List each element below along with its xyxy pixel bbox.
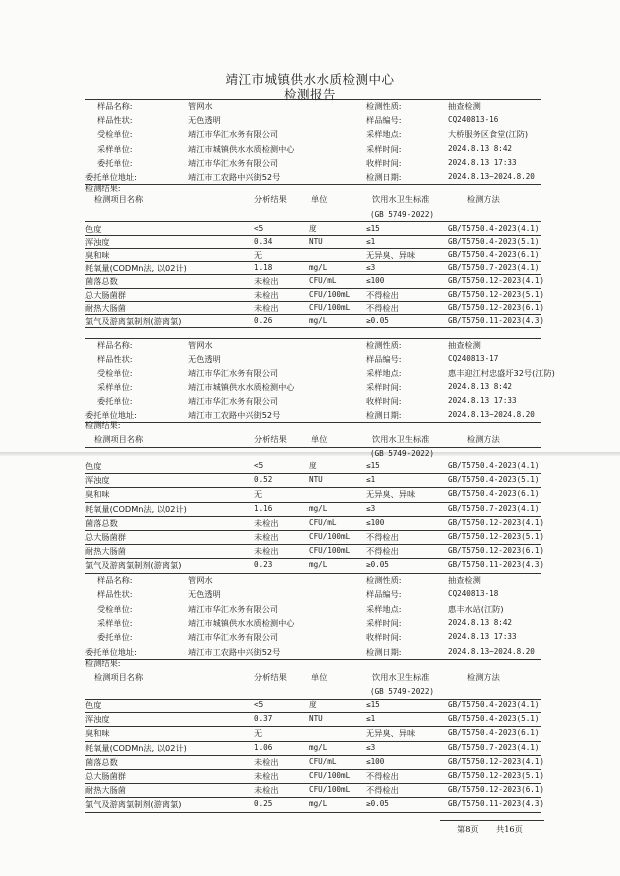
report-top-rule bbox=[85, 99, 541, 100]
result-row-rule bbox=[85, 558, 541, 559]
receiving-unit-value: 靖江市华汇水务有限公司 bbox=[188, 368, 279, 378]
result-method: GB/T5750.4-2023(5.1) bbox=[448, 475, 540, 485]
sample-name-value: 管网水 bbox=[188, 575, 213, 585]
result-unit: CFU/100mL bbox=[309, 771, 351, 780]
result-method: GB/T5750.12-2023(6.1) bbox=[448, 785, 545, 795]
entrusting-address-label: 委托单位地址: bbox=[85, 410, 137, 420]
result-method: GB/T5750.12-2023(5.1) bbox=[448, 771, 545, 780]
entrusting-address-value: 靖江市工农路中兴街52号 bbox=[188, 410, 281, 420]
result-item-name: 耐热大肠菌 bbox=[85, 302, 126, 313]
result-row-rule bbox=[85, 288, 541, 289]
result-value: 无 bbox=[254, 728, 263, 739]
result-item-name: 总大肠菌群 bbox=[85, 289, 126, 300]
col-result-header: 分析结果 bbox=[254, 194, 287, 204]
entrusting-address-label: 委托单位地址: bbox=[85, 646, 137, 657]
result-standard: ≤3 bbox=[366, 263, 376, 273]
footer-rule bbox=[440, 820, 544, 821]
result-standard: ≤3 bbox=[366, 742, 376, 752]
result-row-rule bbox=[85, 327, 541, 328]
result-unit: CFU/100mL bbox=[309, 546, 351, 556]
result-value: 无 bbox=[254, 489, 263, 500]
result-item-name: 臭和味 bbox=[85, 489, 110, 500]
receiving-unit-label: 受检单位: bbox=[97, 129, 133, 140]
sample-name-value: 管网水 bbox=[188, 340, 213, 350]
sampling-time-value: 2024.8.13 8:42 bbox=[448, 617, 513, 627]
result-standard: ≤15 bbox=[366, 224, 380, 233]
result-item-name: 色度 bbox=[85, 700, 102, 710]
result-unit: mg/L bbox=[309, 742, 328, 752]
result-item-name: 耗氧量(CODMn法, 以02计) bbox=[85, 503, 187, 514]
col-unit-header: 单位 bbox=[311, 194, 328, 204]
result-standard: ≤1 bbox=[366, 475, 376, 485]
result-method: GB/T5750.4-2023(4.1) bbox=[448, 700, 540, 709]
receiving-unit-value: 靖江市华汇水务有限公司 bbox=[188, 603, 279, 614]
result-standard: ≤3 bbox=[366, 503, 376, 513]
test-nature-label: 检测性质: bbox=[366, 101, 402, 111]
sample-number-label: 样品编号: bbox=[366, 354, 402, 364]
sampling-unit-value: 靖江市城镇供水水质检测中心 bbox=[188, 382, 295, 392]
sampling-time-label: 采样时间: bbox=[366, 382, 402, 392]
result-standard: 不得检出 bbox=[366, 289, 399, 300]
result-standard: 不得检出 bbox=[366, 532, 399, 542]
result-row-rule bbox=[85, 712, 541, 713]
sample-name-label: 样品名称: bbox=[97, 340, 133, 350]
result-row-rule bbox=[85, 544, 541, 545]
result-row-rule bbox=[85, 741, 541, 742]
result-row-rule bbox=[85, 812, 541, 813]
result-unit: CFU/mL bbox=[309, 517, 337, 527]
col-standard-header: 饮用水卫生标准 bbox=[372, 434, 430, 444]
result-method: GB/T5750.12-2023(5.1) bbox=[448, 532, 545, 541]
result-unit: CFU/100mL bbox=[309, 302, 351, 312]
entrusting-address-label: 委托单位地址: bbox=[85, 172, 137, 182]
result-unit: NTU bbox=[309, 475, 323, 485]
column-header-rule bbox=[85, 447, 541, 448]
result-row-rule bbox=[85, 755, 541, 756]
entrusting-unit-label: 委托单位: bbox=[97, 157, 133, 168]
result-value: 0.34 bbox=[254, 237, 273, 247]
result-method: GB/T5750.7-2023(4.1) bbox=[448, 503, 540, 513]
col-standard-ref-header: (GB 5749-2022) bbox=[370, 449, 435, 458]
result-method: GB/T5750.12-2023(4.1) bbox=[448, 756, 545, 766]
result-row-rule bbox=[85, 473, 541, 474]
entrusting-unit-value: 靖江市华汇水务有限公司 bbox=[188, 157, 279, 168]
sample-number-value: CQ240813-16 bbox=[448, 115, 499, 125]
result-method: GB/T5750.7-2023(4.1) bbox=[448, 263, 540, 273]
result-item-name: 氯气及游离氯制剂(游离氯) bbox=[85, 315, 182, 326]
result-item-name: 耗氧量(CODMn法, 以02计) bbox=[85, 742, 187, 753]
test-nature-value: 抽查检测 bbox=[448, 101, 481, 111]
result-value: 未检出 bbox=[254, 289, 279, 300]
result-unit: CFU/mL bbox=[309, 276, 337, 286]
result-value: 未检出 bbox=[254, 756, 279, 767]
entrusting-unit-value: 靖江市华汇水务有限公司 bbox=[188, 632, 279, 643]
result-row-rule bbox=[85, 261, 541, 262]
sampling-location-label: 采样地点: bbox=[366, 129, 402, 140]
header-bottom-rule bbox=[85, 422, 541, 423]
test-date-value: 2024.8.13~2024.8.20 bbox=[448, 410, 535, 419]
test-date-label: 检测日期: bbox=[366, 172, 402, 182]
result-standard: ≤15 bbox=[366, 461, 380, 470]
result-item-name: 氯气及游离氯制剂(游离氯) bbox=[85, 560, 182, 571]
result-row-rule bbox=[85, 248, 541, 249]
result-row-rule bbox=[85, 769, 541, 770]
result-unit: 度 bbox=[309, 461, 317, 470]
sample-property-label: 样品性状: bbox=[97, 589, 133, 600]
result-standard: ≤100 bbox=[366, 517, 385, 527]
result-value: 无 bbox=[254, 250, 263, 261]
result-standard: 不得检出 bbox=[366, 302, 399, 313]
result-item-name: 浑浊度 bbox=[85, 714, 110, 725]
result-standard: ≤1 bbox=[366, 237, 376, 247]
result-method: GB/T5750.12-2023(5.1) bbox=[448, 289, 545, 299]
result-value: 0.23 bbox=[254, 560, 273, 570]
receipt-time-value: 2024.8.13 17:33 bbox=[448, 632, 517, 642]
result-method: GB/T5750.4-2023(6.1) bbox=[448, 250, 540, 260]
receipt-time-label: 收样时间: bbox=[366, 632, 402, 643]
result-item-name: 耗氧量(CODMn法, 以02计) bbox=[85, 263, 187, 274]
result-value: <5 bbox=[254, 700, 264, 709]
page-total: 共16页 bbox=[496, 824, 523, 834]
entrusting-unit-label: 委托单位: bbox=[97, 632, 133, 643]
col-standard-ref-header: (GB 5749-2022) bbox=[370, 210, 435, 219]
result-value: 未检出 bbox=[254, 302, 279, 313]
result-item-name: 总大肠菌群 bbox=[85, 771, 126, 781]
result-method: GB/T5750.7-2023(4.1) bbox=[448, 742, 540, 752]
page-number: 第8页 bbox=[457, 824, 479, 834]
result-method: GB/T5750.11-2023(4.3) bbox=[448, 315, 545, 325]
result-value: 0.52 bbox=[254, 475, 273, 485]
result-unit: CFU/mL bbox=[309, 756, 337, 766]
test-date-value: 2024.8.13~2024.8.20 bbox=[448, 172, 535, 181]
result-standard: ≤1 bbox=[366, 714, 376, 724]
result-item-name: 臭和味 bbox=[85, 728, 110, 739]
results-heading: 检测结果: bbox=[85, 658, 121, 668]
sampling-unit-label: 采样单位: bbox=[97, 617, 133, 628]
result-value: 1.16 bbox=[254, 503, 273, 513]
results-heading: 检测结果: bbox=[85, 183, 121, 193]
result-method: GB/T5750.12-2023(6.1) bbox=[448, 302, 545, 312]
result-standard: 无异臭、异味 bbox=[366, 728, 416, 739]
sampling-time-value: 2024.8.13 8:42 bbox=[448, 143, 513, 153]
col-standard-header: 饮用水卫生标准 bbox=[372, 194, 430, 204]
test-date-label: 检测日期: bbox=[366, 410, 402, 420]
result-value: 未检出 bbox=[254, 771, 279, 781]
result-item-name: 色度 bbox=[85, 224, 102, 234]
result-method: GB/T5750.4-2023(5.1) bbox=[448, 237, 540, 247]
result-value: 1.06 bbox=[254, 742, 273, 752]
result-item-name: 菌落总数 bbox=[85, 756, 118, 767]
header-bottom-rule bbox=[85, 659, 541, 660]
col-standard-header: 饮用水卫生标准 bbox=[372, 672, 430, 682]
result-value: 未检出 bbox=[254, 785, 279, 796]
test-nature-value: 抽查检测 bbox=[448, 340, 481, 350]
result-standard: ≤15 bbox=[366, 700, 380, 709]
result-method: GB/T5750.4-2023(6.1) bbox=[448, 728, 540, 738]
result-value: 1.18 bbox=[254, 263, 273, 273]
header-bottom-rule bbox=[85, 184, 541, 185]
result-unit: mg/L bbox=[309, 315, 328, 325]
result-standard: ≤100 bbox=[366, 276, 385, 286]
result-row-rule bbox=[85, 314, 541, 315]
result-row-rule bbox=[85, 726, 541, 727]
result-unit: 度 bbox=[309, 700, 317, 709]
result-unit: 度 bbox=[309, 224, 317, 233]
result-unit: NTU bbox=[309, 714, 323, 724]
result-method: GB/T5750.12-2023(6.1) bbox=[448, 546, 545, 556]
result-standard: 无异臭、异味 bbox=[366, 250, 416, 261]
col-result-header: 分析结果 bbox=[254, 672, 287, 682]
col-result-header: 分析结果 bbox=[254, 434, 287, 444]
receiving-unit-label: 受检单位: bbox=[97, 368, 133, 378]
sampling-location-label: 采样地点: bbox=[366, 368, 402, 378]
result-value: 未检出 bbox=[254, 546, 279, 557]
col-item-header: 检测项目名称 bbox=[94, 672, 144, 682]
sampling-location-value: 大桥服务区食堂(江防) bbox=[448, 129, 529, 140]
result-unit: mg/L bbox=[309, 263, 328, 273]
entrusting-unit-value: 靖江市华汇水务有限公司 bbox=[188, 396, 279, 406]
col-item-header: 检测项目名称 bbox=[94, 194, 144, 204]
result-value: <5 bbox=[254, 224, 264, 233]
sampling-unit-value: 靖江市城镇供水水质检测中心 bbox=[188, 617, 295, 628]
result-row-rule bbox=[85, 516, 541, 517]
result-unit: mg/L bbox=[309, 799, 328, 809]
test-date-value: 2024.8.13~2024.8.20 bbox=[448, 646, 535, 656]
sample-property-value: 无色透明 bbox=[188, 354, 221, 364]
result-row-rule bbox=[85, 502, 541, 503]
report-top-rule bbox=[85, 573, 541, 574]
col-unit-header: 单位 bbox=[311, 672, 328, 682]
result-value: 0.25 bbox=[254, 799, 273, 809]
sampling-location-value: 惠丰迎江村忠盛圩32号(江防) bbox=[448, 368, 555, 378]
result-value: 未检出 bbox=[254, 532, 279, 542]
result-value: 未检出 bbox=[254, 517, 279, 528]
result-unit: CFU/100mL bbox=[309, 532, 351, 541]
result-item-name: 耐热大肠菌 bbox=[85, 785, 126, 796]
result-row-rule bbox=[85, 235, 541, 236]
sampling-time-label: 采样时间: bbox=[366, 143, 402, 154]
test-nature-label: 检测性质: bbox=[366, 575, 402, 585]
sampling-time-label: 采样时间: bbox=[366, 617, 402, 628]
sampling-unit-label: 采样单位: bbox=[97, 382, 133, 392]
receipt-time-value: 2024.8.13 17:33 bbox=[448, 157, 517, 167]
sampling-time-value: 2024.8.13 8:42 bbox=[448, 382, 513, 391]
col-method-header: 检测方法 bbox=[467, 194, 500, 204]
result-unit: NTU bbox=[309, 237, 323, 247]
result-item-name: 氯气及游离氯制剂(游离氯) bbox=[85, 799, 182, 810]
result-value: 未检出 bbox=[254, 276, 279, 287]
report-top-rule bbox=[85, 338, 541, 339]
results-heading: 检测结果: bbox=[85, 420, 121, 430]
result-method: GB/T5750.12-2023(4.1) bbox=[448, 517, 545, 527]
result-value: 0.26 bbox=[254, 315, 273, 325]
result-row-rule bbox=[85, 487, 541, 488]
sampling-location-label: 采样地点: bbox=[366, 603, 402, 614]
sample-property-label: 样品性状: bbox=[97, 354, 133, 364]
sample-number-label: 样品编号: bbox=[366, 589, 402, 600]
receiving-unit-label: 受检单位: bbox=[97, 603, 133, 614]
result-method: GB/T5750.11-2023(4.3) bbox=[448, 799, 545, 809]
result-row-rule bbox=[85, 274, 541, 275]
column-header-rule bbox=[85, 221, 541, 222]
result-item-name: 菌落总数 bbox=[85, 517, 118, 528]
sample-name-label: 样品名称: bbox=[97, 101, 133, 111]
result-item-name: 浑浊度 bbox=[85, 237, 110, 248]
result-method: GB/T5750.4-2023(6.1) bbox=[448, 489, 540, 499]
result-item-name: 菌落总数 bbox=[85, 276, 118, 287]
result-item-name: 耐热大肠菌 bbox=[85, 546, 126, 557]
result-unit: mg/L bbox=[309, 560, 328, 570]
receipt-time-label: 收样时间: bbox=[366, 396, 402, 406]
col-unit-header: 单位 bbox=[311, 434, 328, 444]
sample-name-label: 样品名称: bbox=[97, 575, 133, 585]
sample-name-value: 管网水 bbox=[188, 101, 213, 111]
result-method: GB/T5750.4-2023(4.1) bbox=[448, 461, 540, 470]
receiving-unit-value: 靖江市华汇水务有限公司 bbox=[188, 129, 279, 140]
col-standard-ref-header: (GB 5749-2022) bbox=[370, 687, 435, 696]
sample-property-value: 无色透明 bbox=[188, 589, 221, 600]
result-row-rule bbox=[85, 783, 541, 784]
test-nature-label: 检测性质: bbox=[366, 340, 402, 350]
result-item-name: 总大肠菌群 bbox=[85, 532, 126, 542]
result-row-rule bbox=[85, 530, 541, 531]
receipt-time-label: 收样时间: bbox=[366, 157, 402, 168]
result-row-rule bbox=[85, 301, 541, 302]
result-method: GB/T5750.4-2023(5.1) bbox=[448, 714, 540, 724]
col-item-header: 检测项目名称 bbox=[94, 434, 144, 444]
result-standard: 无异臭、异味 bbox=[366, 489, 416, 500]
report-subtitle: 检测报告 bbox=[283, 87, 336, 102]
entrusting-address-value: 靖江市工农路中兴街52号 bbox=[188, 646, 281, 657]
result-standard: ≤100 bbox=[366, 756, 385, 766]
result-row-rule bbox=[85, 797, 541, 798]
report-title: 靖江市城镇供水水质检测中心 bbox=[225, 72, 395, 87]
entrusting-address-value: 靖江市工农路中兴街52号 bbox=[188, 172, 281, 182]
result-standard: ≥0.05 bbox=[366, 560, 389, 570]
result-standard: ≥0.05 bbox=[366, 315, 389, 325]
result-method: GB/T5750.11-2023(4.3) bbox=[448, 560, 545, 570]
result-method: GB/T5750.12-2023(4.1) bbox=[448, 276, 545, 286]
sample-number-value: CQ240813-17 bbox=[448, 354, 499, 363]
sample-number-value: CQ240813-18 bbox=[448, 589, 499, 599]
result-item-name: 浑浊度 bbox=[85, 475, 110, 486]
result-standard: 不得检出 bbox=[366, 771, 399, 781]
result-method: GB/T5750.4-2023(4.1) bbox=[448, 224, 540, 233]
result-item-name: 色度 bbox=[85, 461, 102, 471]
sample-property-value: 无色透明 bbox=[188, 115, 221, 126]
sample-number-label: 样品编号: bbox=[366, 115, 402, 126]
result-item-name: 臭和味 bbox=[85, 250, 110, 261]
result-standard: 不得检出 bbox=[366, 785, 399, 796]
result-unit: mg/L bbox=[309, 503, 328, 513]
result-standard: ≥0.05 bbox=[366, 799, 389, 809]
result-value: <5 bbox=[254, 461, 264, 470]
result-standard: 不得检出 bbox=[366, 546, 399, 557]
result-value: 0.37 bbox=[254, 714, 273, 724]
test-nature-value: 抽查检测 bbox=[448, 575, 481, 585]
entrusting-unit-label: 委托单位: bbox=[97, 396, 133, 406]
scan-seam bbox=[0, 452, 620, 456]
test-date-label: 检测日期: bbox=[366, 646, 402, 657]
result-unit: CFU/100mL bbox=[309, 785, 351, 795]
col-method-header: 检测方法 bbox=[467, 672, 500, 682]
sampling-unit-value: 靖江市城镇供水水质检测中心 bbox=[188, 143, 295, 154]
col-method-header: 检测方法 bbox=[467, 434, 500, 444]
result-unit: CFU/100mL bbox=[309, 289, 351, 299]
sample-property-label: 样品性状: bbox=[97, 115, 133, 126]
sampling-unit-label: 采样单位: bbox=[97, 143, 133, 154]
sampling-location-value: 惠丰水站(江防) bbox=[448, 603, 504, 614]
receipt-time-value: 2024.8.13 17:33 bbox=[448, 396, 517, 405]
